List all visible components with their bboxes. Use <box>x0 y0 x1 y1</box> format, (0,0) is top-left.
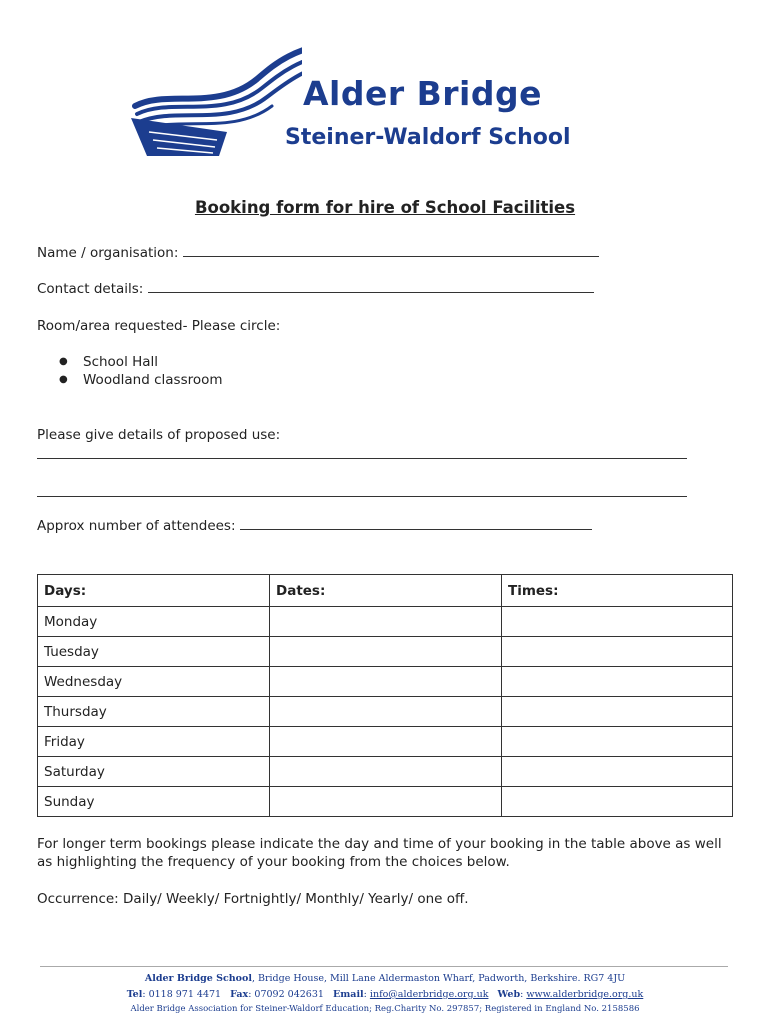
day-cell: Thursday <box>38 697 270 727</box>
time-cell[interactable] <box>502 757 733 787</box>
footer-fax: : 07092 042631 <box>248 989 324 1000</box>
table-row <box>38 637 733 667</box>
room-list <box>37 353 223 389</box>
wave-boat-emblem <box>127 34 302 160</box>
header-times: Times: <box>502 575 733 607</box>
logo-title: Alder Bridge <box>303 74 542 113</box>
time-cell[interactable] <box>502 637 733 667</box>
date-cell[interactable] <box>270 757 502 787</box>
contact-input-line[interactable] <box>148 291 594 293</box>
day-cell: Tuesday <box>38 637 270 667</box>
footer-charity-line: Alder Bridge Association for Steiner-Waldorf Education; Reg.Charity No. 297857; Registered in England No. 2158586 <box>130 1004 640 1014</box>
form-title: Booking form for hire of School Facilities <box>194 198 576 217</box>
logo-subtitle: Steiner-Waldorf School <box>285 125 571 150</box>
attendees-label: Approx number of attendees: <box>37 518 236 534</box>
footer-contact-line: Tel: 0118 971 4471 Fax: 07092 042631 Email: info@alderbridge.org.uk Web: www.alderbridge.org.uk <box>126 989 644 1000</box>
footer-tel-label: Tel <box>126 989 143 1000</box>
occurrence-options: Occurrence: Daily/ Weekly/ Fortnightly/ Monthly/ Yearly/ one off. <box>37 891 469 907</box>
name-field-row <box>37 245 599 261</box>
time-cell[interactable] <box>502 787 733 817</box>
attendees-field-row <box>37 518 592 534</box>
room-label: Room/area requested- Please circle: <box>37 318 281 334</box>
contact-field-row <box>37 281 594 297</box>
table-row <box>38 697 733 727</box>
day-cell: Monday <box>38 607 270 637</box>
details-input-line[interactable] <box>37 496 687 497</box>
name-input-line[interactable] <box>183 255 599 257</box>
schedule-table <box>37 574 733 817</box>
date-cell[interactable] <box>270 607 502 637</box>
attendees-input-line[interactable] <box>240 528 592 530</box>
date-cell[interactable] <box>270 787 502 817</box>
footer-address-line <box>0 973 770 984</box>
header-dates: Dates: <box>270 575 502 607</box>
footer-web-link[interactable]: www.alderbridge.org.uk <box>526 989 644 1000</box>
time-cell[interactable] <box>502 607 733 637</box>
details-input-line[interactable] <box>37 458 687 459</box>
room-option[interactable]: ● Woodland classroom <box>83 371 223 389</box>
table-row <box>38 727 733 757</box>
day-cell: Sunday <box>38 787 270 817</box>
table-row <box>38 667 733 697</box>
date-cell[interactable] <box>270 727 502 757</box>
footer-web-label: Web <box>497 989 521 1000</box>
date-cell[interactable] <box>270 667 502 697</box>
footer-email-label: Email <box>333 989 364 1000</box>
footer-email-link[interactable]: info@alderbridge.org.uk <box>369 989 489 1000</box>
date-cell[interactable] <box>270 637 502 667</box>
school-logo <box>127 34 582 160</box>
contact-label: Contact details: <box>37 281 144 297</box>
day-cell: Friday <box>38 727 270 757</box>
longer-term-note: For longer term bookings please indicate the day and time of your booking in the table above as well as highlighting the frequency of your booking from the choices below. <box>37 836 722 870</box>
name-label: Name / organisation: <box>37 245 179 261</box>
table-row <box>38 757 733 787</box>
time-cell[interactable] <box>502 667 733 697</box>
footer-tel: : 0118 971 4471 <box>142 989 222 1000</box>
footer-divider <box>40 966 728 967</box>
header-days: Days: <box>38 575 270 607</box>
table-row <box>38 607 733 637</box>
time-cell[interactable] <box>502 697 733 727</box>
footer-fax-label: Fax <box>230 989 249 1000</box>
time-cell[interactable] <box>502 727 733 757</box>
room-option[interactable]: ● School Hall <box>83 353 223 371</box>
day-cell: Saturday <box>38 757 270 787</box>
table-row <box>38 787 733 817</box>
date-cell[interactable] <box>270 697 502 727</box>
footer-school-name: Alder Bridge School <box>144 973 252 984</box>
day-cell: Wednesday <box>38 667 270 697</box>
footer-address: , Bridge House, Mill Lane Aldermaston Wharf, Padworth, Berkshire. RG7 4JU <box>251 973 626 984</box>
details-label: Please give details of proposed use: <box>37 427 281 443</box>
table-header-row <box>38 575 733 607</box>
